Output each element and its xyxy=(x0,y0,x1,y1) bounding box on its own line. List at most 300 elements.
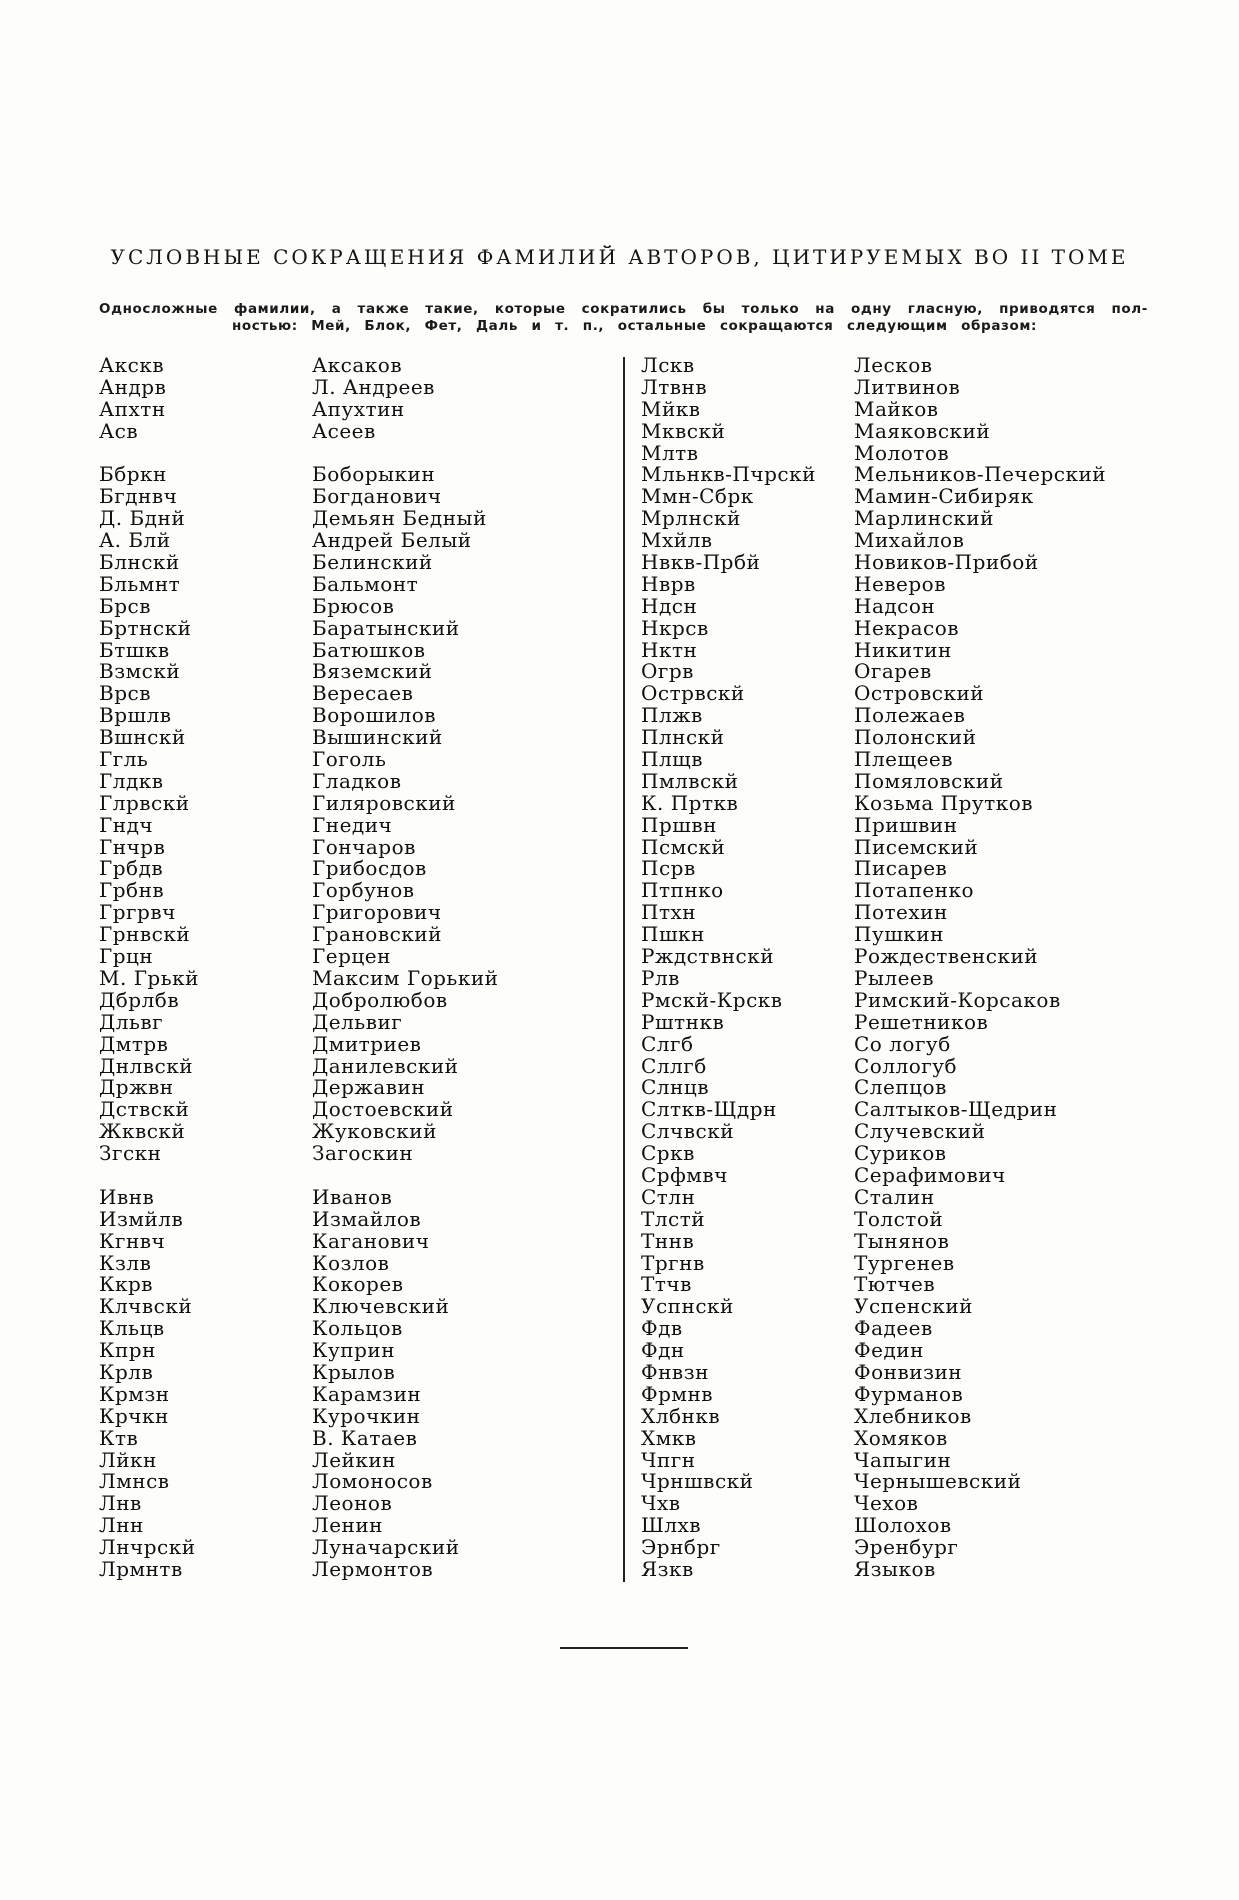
abbreviation-group xyxy=(641,355,1161,1581)
abbreviation-row xyxy=(641,1053,1161,1078)
abbreviation: Эрнбрг xyxy=(641,1535,721,1560)
author-surname: В. Катаев xyxy=(312,1425,418,1450)
abbreviation-row xyxy=(641,924,1161,946)
author-surname: Ломоносов xyxy=(312,1469,433,1494)
abbreviation-row xyxy=(99,1515,619,1537)
abbreviation-row xyxy=(641,683,1161,705)
abbreviation-row xyxy=(641,1296,1161,1318)
abbreviation: Сркв xyxy=(641,1141,695,1166)
end-rule xyxy=(560,1647,688,1649)
author-surname: Ленин xyxy=(312,1513,384,1538)
abbreviation-row xyxy=(99,858,619,880)
abbreviation-row xyxy=(99,615,619,640)
left-abbreviation-column xyxy=(99,355,619,1581)
author-surname: Иванов xyxy=(312,1184,393,1209)
author-surname: Козлов xyxy=(312,1250,390,1275)
abbreviation: К. Прткв xyxy=(641,790,739,815)
author-surname: Кольцов xyxy=(312,1316,403,1341)
author-surname: Полонский xyxy=(854,725,977,750)
author-surname: Рождественский xyxy=(854,944,1039,969)
author-surname: Марлинский xyxy=(854,506,994,531)
abbreviation-row xyxy=(99,637,619,662)
abbreviation: Лнн xyxy=(99,1513,144,1538)
abbreviation: Стлн xyxy=(641,1184,696,1209)
author-surname: Козьма Прутков xyxy=(854,790,1034,815)
abbreviation: Пмлвскй xyxy=(641,768,739,793)
abbreviation-row xyxy=(641,1493,1161,1515)
abbreviation: Ктв xyxy=(99,1425,139,1450)
author-surname: Молотов xyxy=(854,440,950,465)
abbreviation-row xyxy=(99,1099,619,1121)
abbreviation-row xyxy=(641,987,1161,1012)
author-surname: Демьян Бедный xyxy=(312,506,487,531)
abbreviation-row xyxy=(99,374,619,399)
author-surname: Батюшков xyxy=(312,637,426,662)
abbreviation-row xyxy=(99,1318,619,1340)
abbreviation: Асв xyxy=(99,418,139,443)
author-surname: Герцен xyxy=(312,944,391,969)
author-surname: Баратынский xyxy=(312,615,460,640)
abbreviation-row xyxy=(641,749,1161,771)
abbreviation: Лрмнтв xyxy=(99,1556,183,1581)
abbreviation: Млтв xyxy=(641,440,699,465)
abbreviation: Гргрвч xyxy=(99,900,176,925)
abbreviation-row xyxy=(99,1274,619,1296)
abbreviation: Вршлв xyxy=(99,703,172,728)
author-surname: Вышинский xyxy=(312,725,443,750)
author-surname: Суриков xyxy=(854,1141,947,1166)
abbreviation: Бльмнт xyxy=(99,571,181,596)
author-surname: Асеев xyxy=(312,418,376,443)
abbreviation: Измйлв xyxy=(99,1206,184,1231)
author-surname: Чапыгин xyxy=(854,1447,952,1472)
author-surname: Маяковский xyxy=(854,418,991,443)
column-divider xyxy=(623,357,625,1582)
author-surname: Серафимович xyxy=(854,1162,1006,1187)
abbreviation-row xyxy=(641,1359,1161,1384)
abbreviation: Птпнко xyxy=(641,878,724,903)
abbreviation-row xyxy=(641,530,1161,552)
abbreviation: М. Грькй xyxy=(99,965,199,990)
abbreviation-row xyxy=(641,768,1161,793)
abbreviation-row xyxy=(99,1009,619,1034)
abbreviation: Срфмвч xyxy=(641,1162,728,1187)
author-surname: Загоскин xyxy=(312,1141,414,1166)
author-surname: Со логуб xyxy=(854,1031,951,1056)
author-surname: Фурманов xyxy=(854,1381,964,1406)
abbreviation: Лнв xyxy=(99,1491,142,1516)
abbreviation: Апхтн xyxy=(99,396,166,421)
abbreviation-row xyxy=(641,661,1161,683)
abbreviation: Птхн xyxy=(641,900,697,925)
abbreviation-row xyxy=(641,1099,1161,1121)
abbreviation: Крлв xyxy=(99,1359,154,1384)
abbreviation: Ббркн xyxy=(99,462,167,487)
abbreviation-row xyxy=(99,946,619,968)
abbreviation: Андрв xyxy=(99,374,167,399)
abbreviation-row xyxy=(99,552,619,574)
abbreviation-row xyxy=(99,1228,619,1253)
abbreviation: Бтшкв xyxy=(99,637,170,662)
author-surname: Жуковский xyxy=(312,1119,437,1144)
abbreviation-row xyxy=(99,1077,619,1099)
author-surname: Шолохов xyxy=(854,1513,952,1538)
abbreviation-row xyxy=(99,1053,619,1078)
author-surname: Майков xyxy=(854,396,939,421)
abbreviation: Вшнскй xyxy=(99,725,186,750)
author-surname: Тургенев xyxy=(854,1250,955,1275)
abbreviation-row xyxy=(641,1274,1161,1296)
abbreviation: Плнскй xyxy=(641,725,725,750)
abbreviation: Острвскй xyxy=(641,681,745,706)
abbreviation-row xyxy=(641,552,1161,574)
author-surname: Лесков xyxy=(854,353,933,377)
abbreviation-row xyxy=(99,834,619,859)
author-surname: Каганович xyxy=(312,1228,430,1253)
abbreviation-row xyxy=(641,727,1161,749)
right-abbreviation-column xyxy=(641,355,1161,1581)
abbreviation: Чрншвскй xyxy=(641,1469,754,1494)
author-surname: Гнедич xyxy=(312,812,393,837)
abbreviation-row xyxy=(99,727,619,749)
abbreviation: Ттчв xyxy=(641,1272,692,1297)
abbreviation: Язкв xyxy=(641,1556,694,1581)
author-surname: Новиков-Прибой xyxy=(854,550,1039,575)
abbreviation: Крчкн xyxy=(99,1403,169,1428)
abbreviation: Чпгн xyxy=(641,1447,696,1472)
abbreviation-row xyxy=(641,396,1161,421)
abbreviation-row xyxy=(99,924,619,946)
author-surname: Измайлов xyxy=(312,1206,422,1231)
author-surname: Мамин-Сибиряк xyxy=(854,484,1034,509)
abbreviation-row xyxy=(99,418,619,443)
author-surname: Белинский xyxy=(312,550,433,575)
author-surname: Дмитриев xyxy=(312,1031,422,1056)
abbreviation: Дствскй xyxy=(99,1097,190,1122)
author-surname: Полежаев xyxy=(854,703,966,728)
abbreviation-row xyxy=(99,1031,619,1056)
abbreviation: Глдкв xyxy=(99,768,164,793)
abbreviation: Бртнскй xyxy=(99,615,192,640)
abbreviation-row xyxy=(99,1493,619,1515)
abbreviation-row xyxy=(99,355,619,377)
abbreviation: Слткв-Щдрн xyxy=(641,1097,777,1122)
abbreviation-row xyxy=(99,705,619,727)
abbreviation-row xyxy=(641,571,1161,596)
author-surname: Грановский xyxy=(312,922,442,947)
author-surname: Мельников-Печерский xyxy=(854,462,1107,487)
author-surname: Некрасов xyxy=(854,615,960,640)
author-surname: Рылеев xyxy=(854,965,935,990)
abbreviation: Взмскй xyxy=(99,659,181,684)
abbreviation: Пшкн xyxy=(641,922,705,947)
abbreviation: Кзлв xyxy=(99,1250,152,1275)
abbreviation-row xyxy=(641,508,1161,530)
abbreviation: Слгб xyxy=(641,1031,694,1056)
abbreviation-row xyxy=(99,768,619,793)
abbreviation-row xyxy=(641,1031,1161,1056)
author-surname: Салтыков-Щедрин xyxy=(854,1097,1058,1122)
author-surname: Максим Горький xyxy=(312,965,499,990)
abbreviation: Дльвг xyxy=(99,1009,164,1034)
abbreviation-row xyxy=(641,1447,1161,1472)
abbreviation-row xyxy=(99,530,619,552)
author-surname: Островский xyxy=(854,681,985,706)
author-surname: Богданович xyxy=(312,484,442,509)
abbreviation-group xyxy=(99,1184,619,1581)
author-surname: Аксаков xyxy=(312,353,403,377)
abbreviation-row xyxy=(641,1121,1161,1143)
abbreviation: Лмнсв xyxy=(99,1469,170,1494)
abbreviation: Крмзн xyxy=(99,1381,170,1406)
author-surname: Огарев xyxy=(854,659,932,684)
abbreviation-row xyxy=(641,1143,1161,1165)
abbreviation-row xyxy=(641,1162,1161,1187)
abbreviation-row xyxy=(641,1184,1161,1209)
abbreviation: Нктн xyxy=(641,637,698,662)
abbreviation: Сллгб xyxy=(641,1053,707,1078)
author-surname: Римский-Корсаков xyxy=(854,987,1061,1012)
abbreviation-row xyxy=(641,1471,1161,1493)
abbreviation: Успнскй xyxy=(641,1294,734,1319)
abbreviation: Мйкв xyxy=(641,396,701,421)
abbreviation: Хлбнкв xyxy=(641,1403,721,1428)
abbreviation-row xyxy=(99,508,619,530)
abbreviation-row xyxy=(641,1250,1161,1275)
abbreviation: Мквскй xyxy=(641,418,726,443)
author-surname: Потапенко xyxy=(854,878,975,903)
abbreviation-row xyxy=(641,374,1161,399)
author-surname: Ворошилов xyxy=(312,703,437,728)
author-surname: Тютчев xyxy=(854,1272,936,1297)
abbreviation: Ггль xyxy=(99,747,149,772)
author-surname: Вересаев xyxy=(312,681,414,706)
abbreviation-row xyxy=(641,1425,1161,1450)
abbreviation-row xyxy=(99,1359,619,1384)
abbreviation: Лтвнв xyxy=(641,374,708,399)
abbreviation: Глрвскй xyxy=(99,790,190,815)
abbreviation-row xyxy=(641,637,1161,662)
author-surname: Соллогуб xyxy=(854,1053,958,1078)
author-surname: Кокорев xyxy=(312,1272,404,1297)
author-surname: Курочкин xyxy=(312,1403,421,1428)
abbreviation: Лскв xyxy=(641,353,695,377)
abbreviation: Фдн xyxy=(641,1338,685,1363)
author-surname: Данилевский xyxy=(312,1053,459,1078)
abbreviation: Згскн xyxy=(99,1141,162,1166)
author-surname: Плещеев xyxy=(854,747,954,772)
abbreviation-row xyxy=(641,880,1161,902)
author-surname: Луначарский xyxy=(312,1535,460,1560)
abbreviation-row xyxy=(641,1340,1161,1362)
abbreviation-row xyxy=(99,1143,619,1165)
abbreviation: Псмскй xyxy=(641,834,726,859)
abbreviation: Кльцв xyxy=(99,1316,165,1341)
abbreviation-row xyxy=(99,1556,619,1581)
author-surname: Лейкин xyxy=(312,1447,397,1472)
author-surname: Случевский xyxy=(854,1119,986,1144)
author-surname: Михайлов xyxy=(854,528,965,553)
abbreviation: Грцн xyxy=(99,944,154,969)
author-surname: Помяловский xyxy=(854,768,1004,793)
abbreviation: Фнвзн xyxy=(641,1359,709,1384)
abbreviation: Рждствнскй xyxy=(641,944,775,969)
author-surname: Леонов xyxy=(312,1491,393,1516)
author-surname: Гиляровский xyxy=(312,790,456,815)
abbreviation-group xyxy=(99,355,619,443)
abbreviation: Лйкн xyxy=(99,1447,157,1472)
abbreviation-row xyxy=(641,1009,1161,1034)
author-surname: Решетников xyxy=(854,1009,989,1034)
abbreviation-row xyxy=(99,396,619,421)
author-surname: Надсон xyxy=(854,593,936,618)
author-surname: Брюсов xyxy=(312,593,395,618)
author-surname: Неверов xyxy=(854,571,946,596)
author-surname: Сталин xyxy=(854,1184,935,1209)
abbreviation-row xyxy=(641,1077,1161,1099)
abbreviation-row xyxy=(99,1471,619,1493)
abbreviation-row xyxy=(99,1206,619,1231)
author-surname: Апухтин xyxy=(312,396,405,421)
author-surname: Слепцов xyxy=(854,1075,947,1100)
abbreviation-row xyxy=(99,1250,619,1275)
abbreviation: Ндсн xyxy=(641,593,698,618)
author-surname: Тынянов xyxy=(854,1228,950,1253)
abbreviation: Нкрсв xyxy=(641,615,709,640)
abbreviation-row xyxy=(99,1381,619,1406)
abbreviation-row xyxy=(99,790,619,815)
abbreviation-row xyxy=(99,965,619,990)
abbreviation-row xyxy=(641,1381,1161,1406)
author-surname: Пушкин xyxy=(854,922,944,947)
author-surname: Бальмонт xyxy=(312,571,419,596)
abbreviation-row xyxy=(99,683,619,705)
abbreviation-row xyxy=(99,1537,619,1559)
author-surname: Языков xyxy=(854,1556,936,1581)
abbreviation-row xyxy=(641,486,1161,508)
abbreviation-row xyxy=(99,661,619,683)
author-surname: Григорович xyxy=(312,900,442,925)
abbreviation-row xyxy=(641,615,1161,640)
author-surname: Хлебников xyxy=(854,1403,972,1428)
abbreviation-row xyxy=(99,1403,619,1428)
author-surname: Литвинов xyxy=(854,374,961,399)
abbreviation-row xyxy=(99,1425,619,1450)
author-surname: Писарев xyxy=(854,856,948,881)
abbreviation-row xyxy=(99,593,619,618)
abbreviation-row xyxy=(641,1556,1161,1581)
abbreviation: Држвн xyxy=(99,1075,174,1100)
abbreviation-group xyxy=(99,464,619,1165)
abbreviation-row xyxy=(641,355,1161,377)
abbreviation: Врсв xyxy=(99,681,151,706)
author-surname: Федин xyxy=(854,1338,924,1363)
abbreviation: Рлв xyxy=(641,965,680,990)
abbreviation-row xyxy=(99,1340,619,1362)
author-surname: Андрей Белый xyxy=(312,528,472,553)
abbreviation: Блнскй xyxy=(99,550,180,575)
abbreviation: Грнвскй xyxy=(99,922,191,947)
author-surname: Эренбург xyxy=(854,1535,959,1560)
abbreviation-row xyxy=(641,1537,1161,1559)
author-surname: Боборыкин xyxy=(312,462,436,487)
author-surname: Куприн xyxy=(312,1338,396,1363)
author-surname: Дельвиг xyxy=(312,1009,403,1034)
abbreviation: Слнцв xyxy=(641,1075,709,1100)
author-surname: Никитин xyxy=(854,637,952,662)
abbreviation-row xyxy=(99,812,619,837)
abbreviation: Гндч xyxy=(99,812,154,837)
abbreviation-row xyxy=(99,1184,619,1209)
author-surname: Чернышевский xyxy=(854,1469,1022,1494)
abbreviation: Акскв xyxy=(99,353,165,377)
author-surname: Горбунов xyxy=(312,878,415,903)
abbreviation: Фрмнв xyxy=(641,1381,714,1406)
abbreviation: Огрв xyxy=(641,659,694,684)
page-title: УСЛОВНЫЕ СОКРАЩЕНИЯ ФАМИЛИЙ АВТОРОВ, ЦИТИРУЕМЫХ ВО II ТОМЕ xyxy=(110,245,1129,269)
abbreviation: Лнчрскй xyxy=(99,1535,196,1560)
abbreviation: Слчвскй xyxy=(641,1119,735,1144)
abbreviation-row xyxy=(641,902,1161,924)
abbreviation: Мрлнскй xyxy=(641,506,741,531)
abbreviation: Тлстй xyxy=(641,1206,706,1231)
abbreviation: А. Блй xyxy=(99,528,171,553)
abbreviation: Чхв xyxy=(641,1491,681,1516)
abbreviation: Рмскй-Крскв xyxy=(641,987,783,1012)
abbreviation: Кгнвч xyxy=(99,1228,166,1253)
abbreviation: Днлвскй xyxy=(99,1053,194,1078)
abbreviation: Гнчрв xyxy=(99,834,166,859)
abbreviation-row xyxy=(641,440,1161,465)
abbreviation-row xyxy=(641,1515,1161,1537)
abbreviation-row xyxy=(641,1318,1161,1340)
author-surname: Гончаров xyxy=(312,834,416,859)
author-surname: Лермонтов xyxy=(312,1556,434,1581)
abbreviation-row xyxy=(99,987,619,1012)
abbreviation: Д. Бднй xyxy=(99,506,186,531)
abbreviation: Брсв xyxy=(99,593,151,618)
author-surname: Ключевский xyxy=(312,1294,450,1319)
abbreviation: Плщв xyxy=(641,747,703,772)
abbreviation: Жквскй xyxy=(99,1119,186,1144)
abbreviation: Нвкв-Прбй xyxy=(641,550,761,575)
abbreviation: Мльнкв-Пчрскй xyxy=(641,462,816,487)
author-surname: Фадеев xyxy=(854,1316,933,1341)
author-surname: Крылов xyxy=(312,1359,396,1384)
abbreviation: Пршвн xyxy=(641,812,717,837)
author-surname: Грибосдов xyxy=(312,856,427,881)
abbreviation-row xyxy=(99,1447,619,1472)
abbreviation: Фдв xyxy=(641,1316,683,1341)
author-surname: Хомяков xyxy=(854,1425,948,1450)
abbreviation-row xyxy=(641,593,1161,618)
abbreviation: Тннв xyxy=(641,1228,695,1253)
author-surname: Л. Андреев xyxy=(312,374,435,399)
abbreviation-row xyxy=(641,1206,1161,1231)
author-surname: Гладков xyxy=(312,768,402,793)
abbreviation-row xyxy=(641,1403,1161,1428)
abbreviation-row xyxy=(641,946,1161,968)
abbreviation: Хмкв xyxy=(641,1425,697,1450)
abbreviation-row xyxy=(641,418,1161,443)
abbreviation: Кпрн xyxy=(99,1338,156,1363)
abbreviation: Бгднвч xyxy=(99,484,178,509)
abbreviation: Плжв xyxy=(641,703,703,728)
abbreviation: Клчвскй xyxy=(99,1294,193,1319)
author-surname: Чехов xyxy=(854,1491,919,1516)
author-surname: Фонвизин xyxy=(854,1359,963,1384)
author-surname: Толстой xyxy=(854,1206,944,1231)
